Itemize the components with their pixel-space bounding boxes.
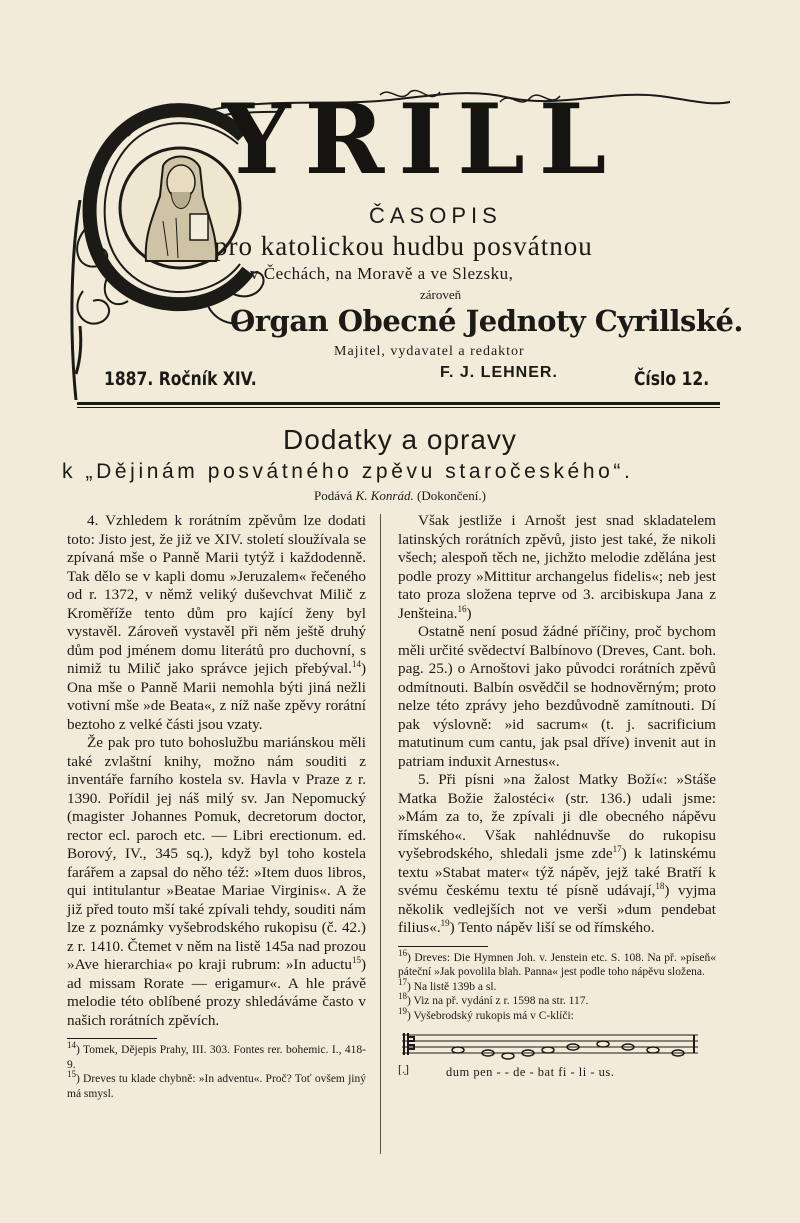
footnote [67, 1069, 366, 1101]
footnote [398, 947, 716, 980]
paragraph: 4. Vzhledem k rorátním zpěvům lze dodati toto: Jisto jest, že již ve XIV. století sloužívala se zpívaná mše o Panně Marii tytýž i každodenně. Tak dělo se v kapli domu »Jeruzalem« řečeného od r. 1372, v němž veliký duševchvat Milič z Kroměříže tento dům pro kající ženy byl vystavěl. Zároveň vystavěl při něm ještě druhý dům pod jménem domu literátů pro duchovní, s nimiž tu Milič jako správce jejich přebýval.$^{14}$) Ona mše o Panně Marii nemohla býti jiná nežli votivní mše »de Beata«, z níž naše zpěvy rorátní beztoho z velké části jsou vzaty. [67, 512, 366, 733]
editor-name: F. J. LEHNER. [440, 364, 558, 381]
footnote-text: ) Dreves tu klade chybně: »In adventu«. Proč? Toť ovšem jiný má smysl. [67, 1073, 366, 1100]
regions-line: v Čechách, na Moravě a ve Slezsku, [250, 264, 514, 283]
byline-suffix: (Dokončení.) [416, 488, 486, 503]
article-byline [0, 488, 800, 504]
footnote-ref: 19 [440, 917, 450, 928]
vertical-border-icon [66, 200, 86, 400]
paragraph [398, 623, 716, 771]
music-lyrics: dum pen - - de - bat fi - li - us. [446, 1065, 615, 1079]
paragraph [398, 771, 716, 938]
footnote-num: 19 [398, 1005, 407, 1016]
footnotes [398, 947, 716, 1024]
footnote-rule [398, 946, 488, 947]
paragraph-text: ) vyjma několik vedlejších not ve verši »dum pendebat filius«. [398, 882, 716, 936]
publisher-line: Majitel, vydavatel a redaktor [334, 344, 525, 359]
paragraph [67, 734, 366, 1030]
paragraph-text: 5. Při písni »na žalost Matky Boží«: »Stáše Matka Božie žalostéci« (str. 136.) udali jsme: »Mám za to, že zpívali ji dle obecného nápěvu římského«. Však nahlédnuvše do rukopisu vyšebrodského, shledali jsme zde [398, 771, 716, 862]
footnote [398, 976, 716, 995]
footnote-ref: 18 [655, 880, 665, 891]
casopis-label: ČASOPIS [369, 203, 502, 228]
footnote-ref: 16 [457, 603, 467, 614]
footnote-text: ) Viz na př. vydání z r. 1598 na str. 117. [407, 995, 589, 1007]
byline-prefix: Podává [314, 488, 353, 503]
music-staff-icon [398, 1029, 698, 1063]
footnote-ref: 15 [351, 954, 361, 965]
footnote-num: 14 [67, 1040, 76, 1051]
footnote [398, 991, 716, 1009]
paragraph-text: ) [466, 604, 472, 622]
issue-number: Číslo 12. [634, 368, 710, 390]
header-rule-thin [77, 407, 720, 408]
paragraph-text: ) ad missam Rorate — erigamur«. A hle právě melodie této oblíbené prozy shledáváme často v našich rorátních zpěvích. [67, 956, 366, 1029]
footnote [398, 1005, 716, 1024]
footnote-num: 16 [398, 947, 407, 958]
paragraph-text: ) Tento nápěv liší se od římského. [449, 919, 655, 936]
footnote-num: 15 [67, 1069, 76, 1080]
footnote-num: 17 [398, 976, 407, 987]
journal-title: YRILL [222, 83, 621, 196]
footnote [67, 1040, 366, 1072]
volume-year: 1887. Ročník XIV. [104, 368, 257, 390]
article-subtitle: k „Dějinám posvátného zpěvu staročeského“. [62, 460, 634, 483]
footnote-ref: 14 [351, 658, 361, 669]
footnote-num: 18 [398, 991, 407, 1002]
paragraph-text: ) k latinskému textu »Stabat mater« týž nápěv, jejž také Bratří k svému českému textu té písně udávají, [398, 845, 717, 899]
zaroven-line: zároveň [420, 287, 462, 302]
column-divider [380, 514, 381, 1154]
footnote-text: ) Na listě 139b a sl. [407, 980, 497, 993]
footnotes [67, 1040, 366, 1101]
footnote-text: ) Vyšebrodský rukopis má v C-klíči: [407, 1009, 574, 1022]
organ-line: Organ Obecné Jednoty Cyrillské. [230, 304, 744, 338]
footnote-ref: 17 [612, 843, 622, 854]
journal-subtitle: pro katolickou hudbu posvátnou [214, 231, 593, 261]
footnote-text: ) Tomek, Dějepis Prahy, III. 303. Fontes rer. bohemic. I., 418-9. [67, 1044, 366, 1071]
footnote-text: ) Dreves: Die Hymnen Joh. v. Jenstein etc. S. 108. Na př. »píseň« páteční »Jak povolila blah. Panna« jest podle toho nápěvu složena. [398, 951, 716, 978]
music-example [398, 1029, 708, 1083]
left-column [67, 512, 366, 1101]
byline-author: K. Konrád. [355, 488, 414, 503]
footnote-rule [67, 1038, 157, 1039]
right-column [398, 512, 716, 1083]
header-rule [77, 402, 720, 405]
paragraph-text: Že pak pro tuto bohoslužbu mariánskou měli také zvlaštní knihy, možno nám souditi z inventáře farního kostela sv. Havla v Praze z r. 1390. Pořídil jej náš milý sv. Jan Nepomucký (magister Johannes Pomuk, decretorum doctor, rector ecl. paroch etc. — Libri erectionum. ed. Borový, IV., 345 sq.), když byl toho kostela farářem a zapsal do něho též: »Item duos libros, qui intitulantur »Beatae Mariae Virginis«. A že již před touto mší také zpívali tehdy, souditi nám lze z poznámky vyšebrodského rukopisu (č. 42.) z r. 1410. Čtemet v něm na listě 145a nad prozou »Ave hierarchia« po kraji rubrum: »In aductu [67, 734, 366, 973]
paragraph-text: Ona mše o Panně Marii nemohla býti jiná nežli votivní mše »de Beata«, z níž naše zpěvy rorátní beztoho z velké části jsou vzaty. [67, 678, 366, 733]
music-brace-icon: [.̣] [398, 1062, 409, 1076]
paragraph-text: Ostatně není posud žádné příčiny, proč bychom měli určité svědectví Balbínovo (Dreves, Cant. boh. pag. 25.) o Arnoštovi jako původci rorátních zpěvů odmítnouti. Balbín osvědčil se hodnověrným; proto nelze této zprávy jeho bezdůvodně zamítnouti. Dí pak výslovně: »id sacrum« (t. j. sacrificium matutinum cum cantu, jak psal dříve) invenit aut in patriam induxit Arnestus«. [398, 623, 716, 770]
paragraph-text: Však jestliže i Arnošt jest snad skladatelem latinských rorátních zpěvů, jisto jest také, že nikoli všech; alespoň těch ne, jichžto melodie zdělána jest podle prozy »Mittitur archangelus fidelis«; neb jest tato proza složena teprve od 3. arcibiskupa Jana z Jenšteina. [398, 512, 716, 622]
paragraph [398, 512, 716, 623]
paragraph-text: 4. Vzhledem k rorátním zpěvům lze dodati toto: Jisto jest, že již ve XIV. století sloužívala se zpívaná mše o Panně Marii tytýž i každodenně. Tak dělo se v kapli domu »Jeruzalem« řečeného od r. 1372, v němž veliký duševchvat Milič z Kroměříže tento dům pro kající ženy byl vystavěl. Zároveň vystavěl při něm ještě druhý dům pod jménem domu literátů pro duchovní, s nimiž tu Milič jako správce jejich přebýval. [67, 512, 366, 677]
article-title: Dodatky a opravy [283, 424, 517, 455]
